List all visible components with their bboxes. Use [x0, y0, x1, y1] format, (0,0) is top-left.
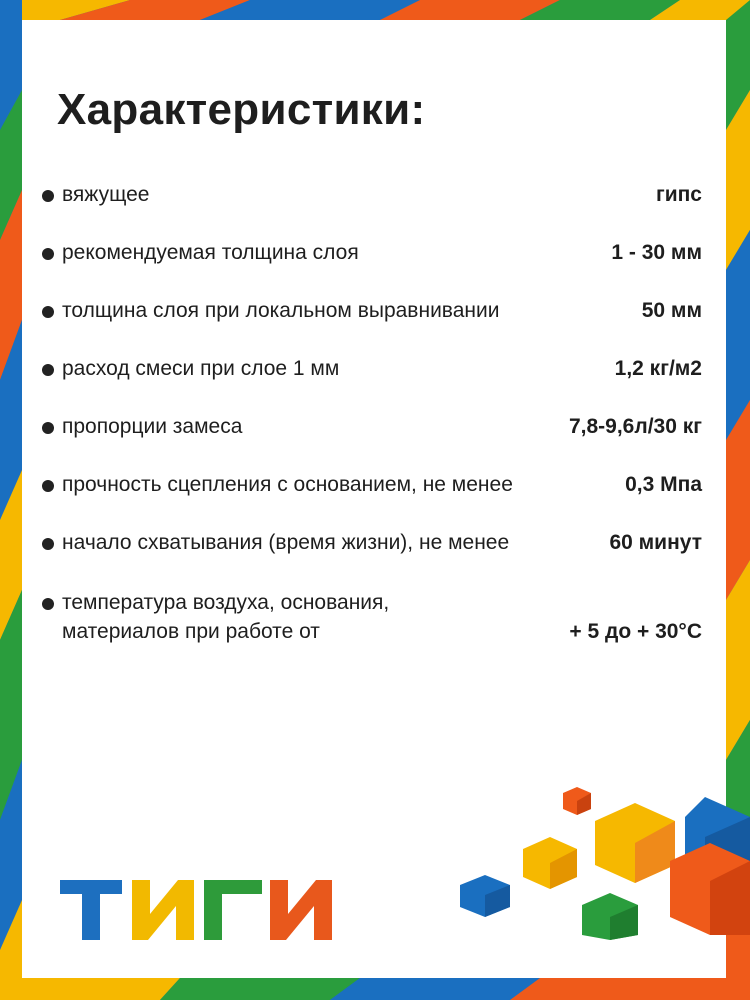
bullet-icon: [42, 190, 54, 202]
spec-value: + 5 до + 30°С: [569, 620, 702, 643]
bullet-icon: [42, 248, 54, 260]
tigi-logo: [60, 880, 340, 940]
spec-label: толщина слоя при локальном выравнивании: [62, 299, 500, 322]
spec-label: пропорции замеса: [62, 415, 243, 438]
spec-value: 0,3 Мпа: [625, 473, 702, 496]
spec-value: 50 мм: [641, 299, 702, 322]
spec-row-adhesion: [40, 470, 710, 510]
spec-value: гипс: [655, 183, 702, 206]
spec-row-setting-time: [40, 528, 710, 568]
decorative-cubes: [455, 785, 750, 940]
spec-label: прочность сцепления с основанием, не менее: [62, 473, 513, 496]
spec-value: 1 - 30 мм: [611, 241, 702, 264]
spec-row-layer-thickness: [40, 238, 710, 278]
spec-label: начало схватывания (время жизни), не менее: [62, 531, 510, 554]
bullet-icon: [42, 364, 54, 376]
bullet-icon: [42, 480, 54, 492]
spec-label: рекомендуемая толщина слоя: [62, 241, 359, 264]
spec-label-line2: материалов при работе от: [62, 620, 320, 643]
spec-row-mix-proportions: [40, 412, 710, 452]
spec-value: 60 минут: [609, 531, 702, 554]
bullet-icon: [42, 598, 54, 610]
spec-row-binder: [40, 180, 710, 220]
page-title: Характеристики:: [57, 85, 426, 134]
spec-label: вяжущее: [62, 183, 150, 206]
bullet-icon: [42, 306, 54, 318]
spec-row-local-leveling: [40, 296, 710, 336]
spec-row-consumption: [40, 354, 710, 394]
bullet-icon: [42, 422, 54, 434]
spec-value: 7,8-9,6л/30 кг: [568, 415, 702, 438]
spec-label-line1: температура воздуха, основания,: [62, 591, 390, 614]
bullet-icon: [42, 538, 54, 550]
spec-row-temperature: [40, 588, 710, 650]
spec-value: 1,2 кг/м2: [614, 357, 702, 380]
spec-label: расход смеси при слое 1 мм: [62, 357, 340, 380]
